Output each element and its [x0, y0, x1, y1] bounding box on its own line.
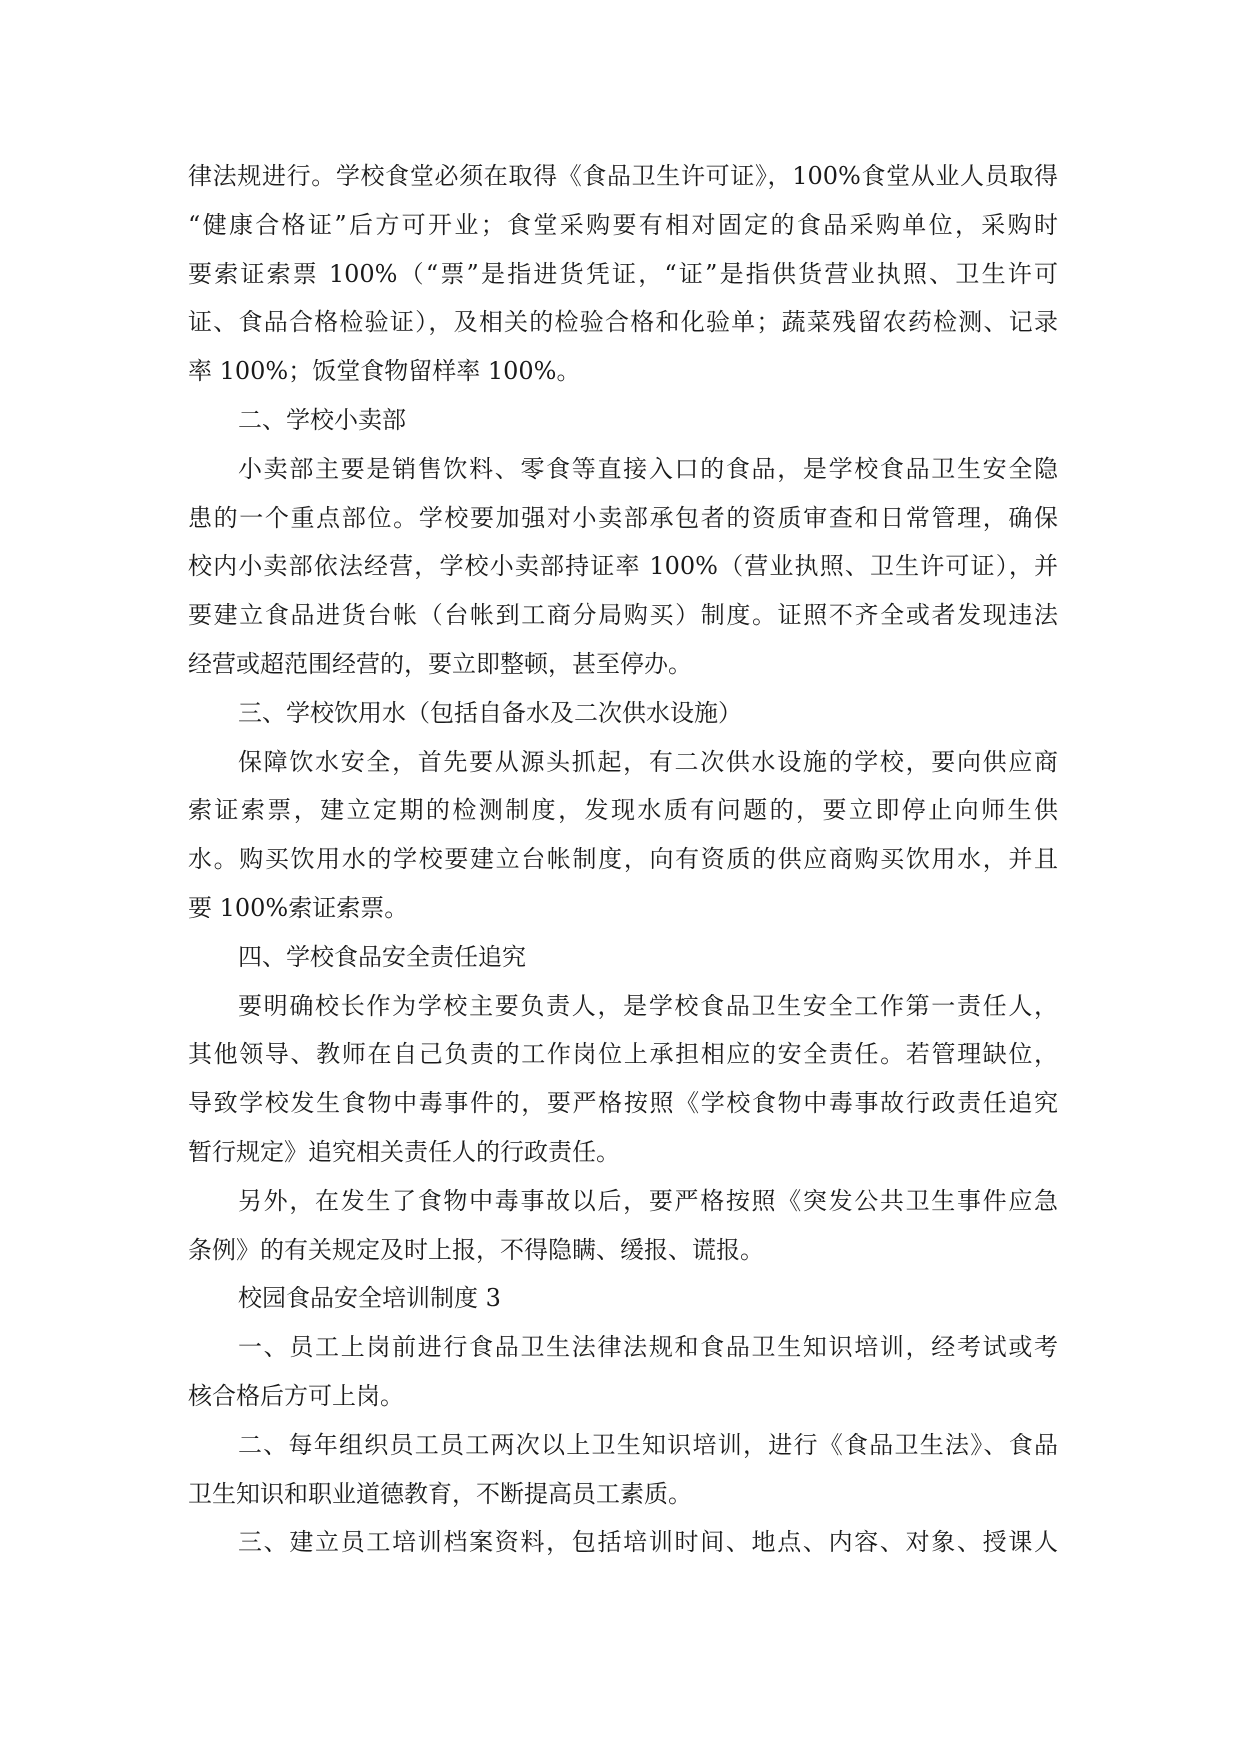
text-line: 保障饮水安全，首先要从源头抓起，有二次供水设施的学校，要向供应商 [238, 747, 1058, 776]
text-line: 要建立食品进货台帐（台帐到工商分局购买）制度。证照不齐全或者发现违法 [188, 601, 1058, 630]
text-line: 另外，在发生了食物中毒事故以后，要严格按照《突发公共卫生事件应急 [238, 1186, 1058, 1215]
text-line: 核合格后方可上岗。 [188, 1381, 404, 1410]
section-heading: 四、学校食品安全责任追究 [238, 942, 526, 971]
text-line: 要明确校长作为学校主要负责人，是学校食品卫生安全工作第一责任人， [238, 991, 1058, 1020]
text-line: 其他领导、教师在自己负责的工作岗位上承担相应的安全责任。若管理缺位， [188, 1040, 1058, 1069]
text-line: 要索证索票 100%（“票”是指进货凭证，“证”是指供货营业执照、卫生许可 [188, 259, 1058, 288]
text-line: 要 100%索证索票。 [188, 893, 409, 922]
text-line: 一、员工上岗前进行食品卫生法律法规和食品卫生知识培训，经考试或考 [238, 1333, 1058, 1362]
document-body [188, 152, 1058, 1567]
text-line: 三、建立员工培训档案资料，包括培训时间、地点、内容、对象、授课人 [238, 1528, 1058, 1557]
text-line: 暂行规定》追究相关责任人的行政责任。 [188, 1137, 620, 1166]
text-line: 证、食品合格检验证），及相关的检验合格和化验单；蔬菜残留农药检测、记录 [188, 308, 1058, 337]
text-line: 校内小卖部依法经营，学校小卖部持证率 100%（营业执照、卫生许可证），并 [188, 552, 1058, 581]
text-line: 导致学校发生食物中毒事件的，要严格按照《学校食物中毒事故行政责任追究 [188, 1089, 1058, 1118]
text-line: 二、每年组织员工员工两次以上卫生知识培训，进行《食品卫生法》、食品 [238, 1430, 1058, 1459]
text-line: “健康合格证”后方可开业；食堂采购要有相对固定的食品采购单位，采购时 [188, 210, 1058, 239]
text-line: 律法规进行。学校食堂必须在取得《食品卫生许可证》，100%食堂从业人员取得 [188, 162, 1058, 190]
section-heading: 校园食品安全培训制度 3 [238, 1284, 501, 1313]
text-line: 经营或超范围经营的，要立即整顿，甚至停办。 [188, 649, 692, 678]
text-line: 小卖部主要是销售饮料、零食等直接入口的食品，是学校食品卫生安全隐 [238, 454, 1058, 483]
text-line: 索证索票，建立定期的检测制度，发现水质有问题的，要立即停止向师生供 [188, 796, 1058, 825]
text-line: 患的一个重点部位。学校要加强对小卖部承包者的资质审查和日常管理，确保 [188, 503, 1058, 532]
text-line: 卫生知识和职业道德教育，不断提高员工素质。 [188, 1479, 692, 1508]
text-line: 水。购买饮用水的学校要建立台帐制度，向有资质的供应商购买饮用水，并且 [188, 845, 1058, 874]
section-heading: 三、学校饮用水（包括自备水及二次供水设施） [238, 698, 742, 727]
text-line: 条例》的有关规定及时上报，不得隐瞒、缓报、谎报。 [188, 1235, 764, 1264]
text-line: 率 100%；饭堂食物留样率 100%。 [188, 357, 581, 386]
section-heading: 二、学校小卖部 [238, 405, 406, 434]
